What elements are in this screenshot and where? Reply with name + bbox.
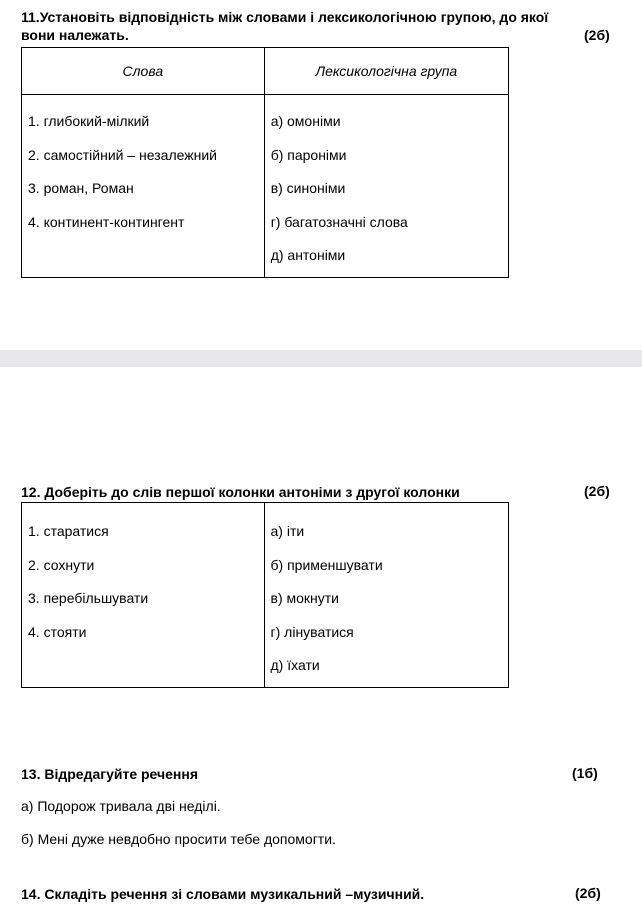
q12-table — [21, 502, 509, 688]
list-item: 4. континент-контингент — [28, 213, 185, 230]
list-item: д) їхати — [270, 657, 320, 673]
q13-title: 13. Відредагуйте речення — [21, 766, 198, 782]
q11-title-line2: вони належать. — [21, 27, 129, 43]
list-item: д) антоніми — [270, 247, 346, 263]
q11-points: (2б) — [584, 27, 610, 43]
list-item: г) лінуватися — [270, 623, 354, 640]
list-item: 2. самостійний – незалежний — [28, 146, 217, 163]
q13-points: (1б) — [572, 765, 598, 781]
list-item: а) іти — [270, 523, 305, 539]
list-item: 2. сохнути — [28, 556, 95, 573]
q12-title: 12. Доберіть до слів першої колонки антоніми з другої колонки — [21, 484, 460, 500]
q11-title-line1: 11.Установіть відповідність між словами і лексикологічною групою, до якої — [21, 9, 549, 25]
list-item: 3. роман, Роман — [28, 180, 134, 196]
q11-table — [21, 47, 509, 278]
q12-words-cell — [22, 503, 265, 688]
list-item: а) омоніми — [270, 113, 341, 129]
list-item: в) синоніми — [270, 180, 346, 196]
q12-points: (2б) — [584, 483, 610, 499]
list-item: 1. старатися — [28, 523, 109, 539]
page-break — [0, 350, 642, 367]
q11-header-group: Лексикологічна група — [264, 48, 508, 95]
list-item: б) применшувати — [270, 556, 383, 573]
list-item: б) пароніми — [270, 146, 347, 163]
list-item: г) багатозначні слова — [270, 213, 408, 230]
list-item: 3. перебільшувати — [28, 590, 149, 606]
list-item: 4. стояти — [28, 623, 87, 640]
q13-sentence-a: а) Подорож тривала дві неділі. — [21, 798, 221, 814]
q12-antonyms-cell — [264, 503, 508, 688]
q11-words-cell — [22, 95, 265, 278]
q11-groups-cell — [264, 95, 508, 278]
list-item: 1. глибокий-мілкий — [28, 113, 150, 129]
q14-title: 14. Складіть речення зі словами музикальний –музичний. — [21, 886, 425, 902]
q11-header-words: Слова — [22, 48, 265, 95]
list-item: в) мокнути — [270, 590, 340, 606]
q13-sentence-b: б) Мені дуже невдобно просити тебе допомогти. — [21, 831, 336, 847]
q14-points: (2б) — [575, 885, 601, 901]
